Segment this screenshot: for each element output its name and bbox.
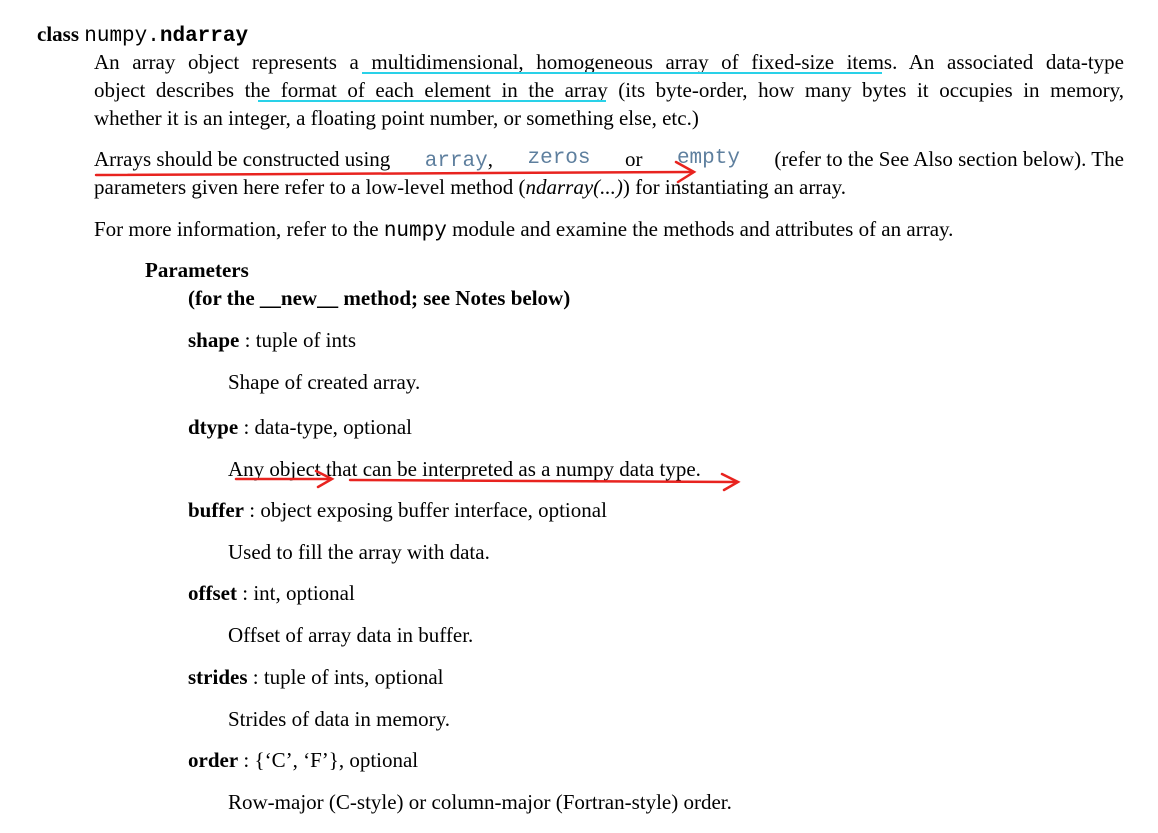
param-name: strides xyxy=(188,665,248,689)
param-type: data-type, optional xyxy=(254,415,412,439)
param-name: buffer xyxy=(188,498,244,522)
ndarray-call: ndarray(...) xyxy=(525,175,623,199)
numpy-module-ref: numpy xyxy=(383,220,447,243)
param-strides-desc: Strides of data in memory. xyxy=(228,707,451,731)
intro-line-2: object describes the format of each element in the array (its byte-order, how many bytes it occupies in memory, xyxy=(94,78,1124,102)
param-buffer xyxy=(188,496,607,524)
param-name: shape xyxy=(188,328,240,352)
param-shape xyxy=(188,326,356,354)
class-name: ndarray xyxy=(159,25,249,48)
construct-lead: Arrays should be constructed using xyxy=(94,147,391,171)
array-link[interactable]: array xyxy=(424,150,488,173)
class-keyword: class xyxy=(37,22,79,46)
param-name: offset xyxy=(188,581,237,605)
param-sep: : xyxy=(247,665,264,689)
construct-line2-post: ) for instantiating an array. xyxy=(622,175,847,199)
empty-link[interactable]: empty xyxy=(676,147,740,170)
construct-line-1 xyxy=(94,145,1124,176)
param-buffer-desc: Used to fill the array with data. xyxy=(228,540,490,564)
param-type: int, optional xyxy=(253,581,355,605)
param-name: dtype xyxy=(188,415,239,439)
intro-line-1: An array object represents a multidimensional, homogeneous array of fixed-size items. An associated data-type xyxy=(94,50,1124,74)
param-sep: : xyxy=(236,581,254,605)
param-name: order xyxy=(188,748,239,772)
param-offset xyxy=(188,579,355,607)
more-info-pre: For more information, refer to the xyxy=(94,217,379,241)
param-dtype xyxy=(188,413,412,441)
param-shape-desc: Shape of created array. xyxy=(228,370,421,394)
construct-line2-pre: parameters given here refer to a low-level method ( xyxy=(94,175,526,199)
more-info-line xyxy=(94,215,953,246)
class-signature xyxy=(37,20,248,51)
param-strides xyxy=(188,663,444,691)
zeros-link[interactable]: zeros xyxy=(527,147,591,170)
param-offset-desc: Offset of array data in buffer. xyxy=(228,623,474,647)
construct-comma: , xyxy=(487,147,494,171)
param-order xyxy=(188,746,418,774)
param-order-desc: Row-major (C-style) or column-major (Fortran-style) order. xyxy=(228,790,732,814)
parameters-subheading: (for the __new__ method; see Notes below) xyxy=(188,286,571,310)
more-info-post: module and examine the methods and attributes of an array. xyxy=(452,217,954,241)
param-dtype-desc: Any object that can be interpreted as a numpy data type. xyxy=(228,457,701,481)
parameters-heading: Parameters xyxy=(145,258,249,282)
param-sep: : xyxy=(239,328,256,352)
param-type: tuple of ints, optional xyxy=(263,665,444,689)
param-type: tuple of ints xyxy=(255,328,357,352)
param-sep: : xyxy=(238,415,255,439)
class-module: numpy. xyxy=(84,25,160,48)
param-sep: : xyxy=(238,748,255,772)
param-sep: : xyxy=(244,498,261,522)
intro-line-3: whether it is an integer, a floating point number, or something else, etc.) xyxy=(94,106,699,130)
construct-or: or xyxy=(624,147,643,171)
construct-line-2 xyxy=(94,173,846,201)
param-type: {‘C’, ‘F’}, optional xyxy=(254,748,419,772)
construct-tail: (refer to the See Also section below). The xyxy=(774,147,1124,171)
param-type: object exposing buffer interface, optional xyxy=(260,498,607,522)
